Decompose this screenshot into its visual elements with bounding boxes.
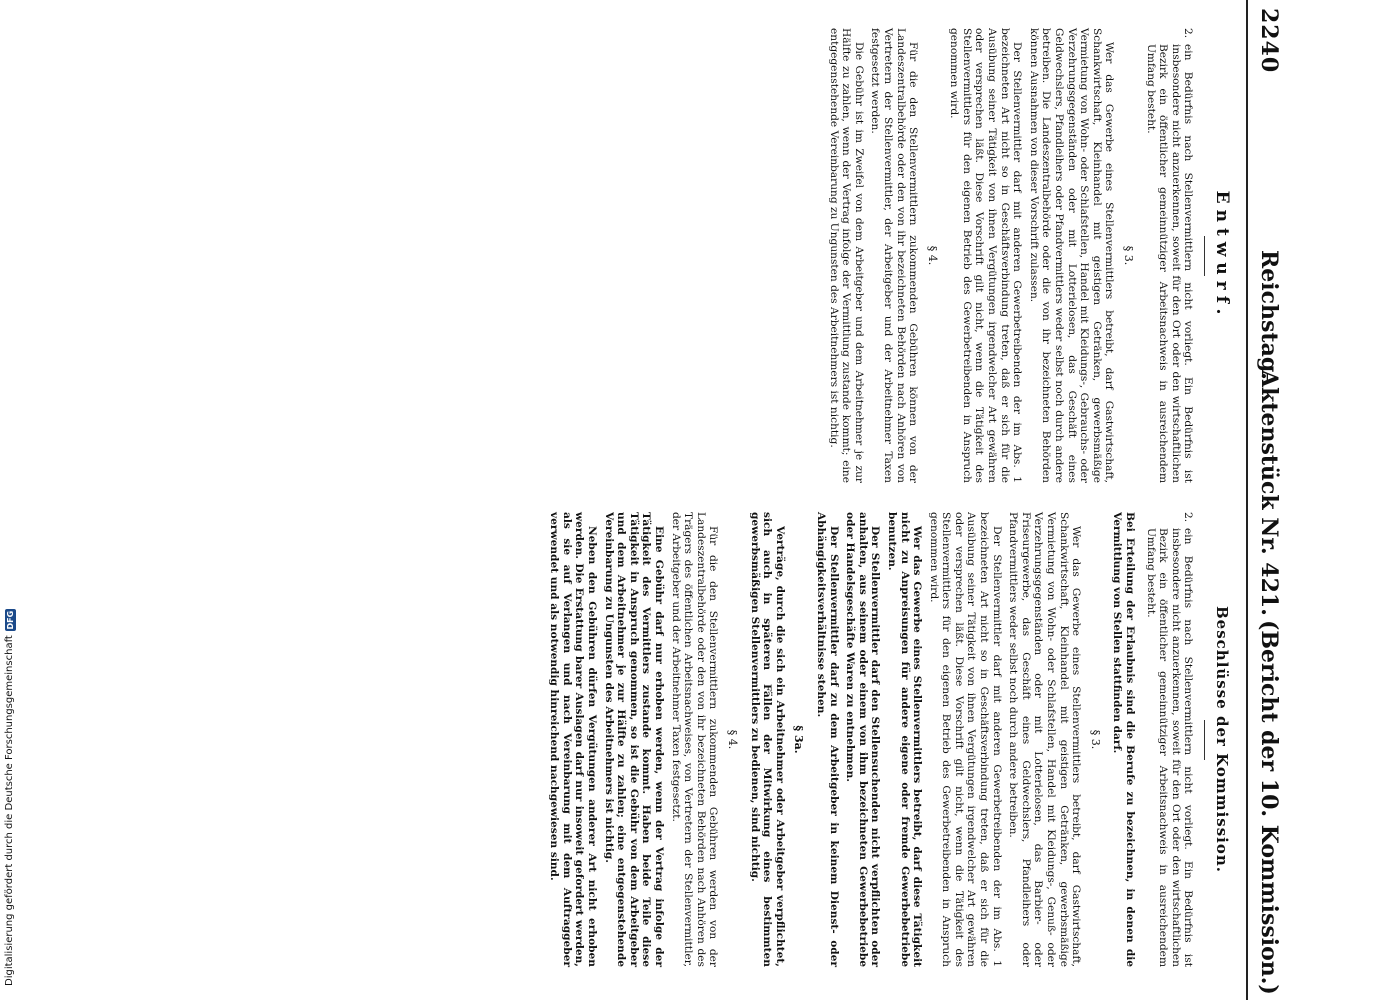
reichstag-heading: Reichstag. [1256,250,1282,380]
entwurf-section-4: § 4. [925,245,939,266]
title-rule [1204,236,1205,276]
entwurf-sec3-paragraph-2: Der Stellenvermittler darf mit anderen Gewerbetreibenden der im Abs. 1 bezeichneten Art nicht so in Geschäftsverbindung treten, daß er sich für die Ausübung seiner Tätigkeit von ihnen Vergütungen irgendwelcher Art gewähren oder versprechen läßt. Diese Vorschrift gilt nicht, wenn die Tätigkeit des Stellenvermittlers für den eigenen Betrieb des Gewerbetreibenden in Anspruch genommen wird. [948,28,1024,483]
beschluesse-column [544,512,1234,967]
item-text: ein Bedürfnis nach Stellenvermittlern nicht vorliegt. Ein Bedürfnis ist insbesondere nicht anzuerkennen, soweit für den Ort oder den wirtschaftlichen Bezirk ein öffentlicher gemeinnütziger Arbeitsnachweis in ausreichendem Umfang besteht. [1144,44,1195,483]
entwurf-section-3: § 3. [1122,245,1136,266]
beschluesse-sec3-paragraph-2: Der Stellenvermittler darf mit anderen Gewerbetreibenden der im Abs. 1 bezeichneten Art nicht so in Geschäftsverbindung treten, daß er sich für die Ausübung seiner Tätigkeit von ihnen Vergütungen irgendwelcher Art gewähren oder versprechen läßt. Diese Vorschrift gilt nicht, wenn die Tätigkeit des Stellenvermittlers für den eigenen Betrieb des Gewerbetreibenden in Anspruch genommen wird. [927,512,1003,967]
beschluesse-sec3-paragraph-1: Wer das Gewerbe eines Stellenvermittlers betreibt, darf Gastwirtschaft, Schankwirtschaft, Kleinhandel mit geistigen Getränken, gewerbsmäßige Vermietung von Wohn- oder Schlafstellen, Handel mit Kleidungs-, Genuß- oder Verzehrungsgegenständen oder mit Lotterielosen, das Barbier- oder Friseurgewerbe, das Geschäft eines Geldwechslers, Pfandleihers oder Pfandvermittlers weder selbst noch durch andere betreiben. [1007,512,1083,967]
dfg-logo-icon: DFG [5,610,15,630]
digitization-credit [3,606,17,986]
aktenstueck-heading: Aktenstück Nr. 421. [1256,370,1282,616]
entwurf-item-2 [1144,28,1194,483]
beschluesse-title: Beschlüsse der Kommission. [1213,606,1231,873]
title-rule [1204,720,1205,760]
page-number: 2240 [1256,8,1282,74]
entwurf-column [823,28,1234,483]
beschluesse-item-2-addition: Bei Erteilung der Erlaubnis sind die Berufe zu bezeichnen, in denen die Vermittlung von Stellen stattfinden darf. [1111,512,1137,967]
entwurf-title: Entwurf. [1212,190,1232,321]
beschluesse-section-3a: § 3a. [792,725,806,754]
beschluesse-item-2 [1144,512,1194,967]
item-text: ein Bedürfnis nach Stellenvermittlern nicht vorliegt. Ein Bedürfnis ist insbesondere nicht anzuerkennen, soweit für den Ort oder den wirtschaftlichen Bezirk ein öffentlicher gemeinnütziger Arbeitsnachweis in ausreichendem Umfang besteht. [1144,528,1195,967]
beschluesse-sec4-paragraph-2: Eine Gebühr darf nur erhoben werden, wenn der Vertrag infolge der Tätigkeit des Vermittlers zustande kommt. Haben beide Teile diese Tätigkeit in Anspruch genommen, so ist die Gebühr von dem Arbeitgeber und dem Arbeitnehmer je zur Hälfte zu zahlen; eine entgegenstehende Vereinbarung zu Ungunsten des Arbeitnehmers ist nichtig. [602,512,666,967]
beschluesse-sec3-paragraph-5: Der Stellenvermittler darf zu dem Arbeitgeber in keinem Dienst- oder Abhängigkeitsverhältnisse stehen. [814,512,840,967]
entwurf-sec4-paragraph-2: Die Gebühr ist im Zweifel von dem Arbeitgeber und dem Arbeitnehmer je zur Hälfte zu zahlen, wenn der Vertrag infolge der Vermittlung zustande kommt; eine entgegenstehende Vereinbarung zu Ungunsten des Arbeitnehmers ist nichtig. [827,28,865,483]
running-head [1246,0,1290,1000]
entwurf-sec3-paragraph-1: Wer das Gewerbe eines Stellenvermittlers betreibt, darf Gastwirtschaft, Schankwirtschaft, Kleinhandel mit geistigen Getränken, gewerbsmäßige Vermietung von Wohn- oder Schlafstellen, Handel mit Kleidungs-, Gebrauchs- oder Verzehrungsgegenständen oder mit Lotterielosen, das Geschäft eines Geldwechslers, Pfandleihers oder Pfandvermittlers weder selbst noch durch andere betreiben. Die Landeszentralbehörde oder die von ihr bezeichneten Behörden können Ausnahmen von dieser Vorschrift zulassen. [1027,28,1116,483]
item-number: 2. [1182,512,1195,523]
rotated-page [125,0,1290,1000]
beschluesse-section-4: § 4. [726,729,739,750]
beschluesse-sec3-paragraph-4: Der Stellenvermittler darf den Stellensuchenden nicht verpflichten oder anhalten, aus seinem oder einem von ihm bezeichneten Gewerbebetriebe oder Handelsgeschäfte Waren zu entnehmen. [844,512,882,967]
beschluesse-sec4-paragraph-3: Neben den Gebühren dürfen Vergütungen anderer Art nicht erhoben werden. Die Erstattung barer Auslagen darf nur insoweit gefordert werden, als sie auf Verlangen und nach Vereinbarung mit dem Auftraggeber verwendet und als notwendig hinreichend nachgewiesen sind. [548,512,599,967]
entwurf-sec4-paragraph-1: Für die den Stellenvermittlern zukommenden Gebühren können von der Landeszentralbehörde oder den von ihr bezeichneten Behörden nach Anhören von Vertretern der Stellenvermittler, der Arbeitgeber und der Arbeitnehmer Taxen festgesetzt werden. [869,28,920,483]
beschluesse-sec3a-paragraph-1: Verträge, durch die sich ein Arbeitnehmer oder Arbeitgeber verpflichtet, sich auch in späteren Fällen der Mitwirkung eines bestimmten gewerbsmäßigen Stellenvermittlers zu bedienen, sind nichtig. [748,512,786,967]
credit-text: Digitalisierung gefördert durch die Deutsche Forschungsgemeinschaft [4,635,15,986]
beschluesse-sec3-paragraph-3: Wer das Gewerbe eines Stellenvermittlers betreibt, darf diese Tätigkeit nicht zu Anpreisungen für andere eigene oder fremde Gewerbebetriebe benutzen. [885,512,924,967]
item-number: 2. [1182,28,1195,39]
beschluesse-section-3: § 3. [1088,729,1102,750]
bericht-heading: (Bericht der 10. Kommission.) [1256,620,1282,995]
beschluesse-sec4-paragraph-1: Für die den Stellenvermittlern zukommenden Gebühren werden von der Landeszentralbehörde oder den von ihr bezeichneten Behörden nach Anhören des Trägers des öffentlichen Arbeitsnachweises, von Vertretern der Stellenvermittler, der Arbeitgeber und der Arbeitnehmer Taxen festgesetzt. [669,512,720,967]
